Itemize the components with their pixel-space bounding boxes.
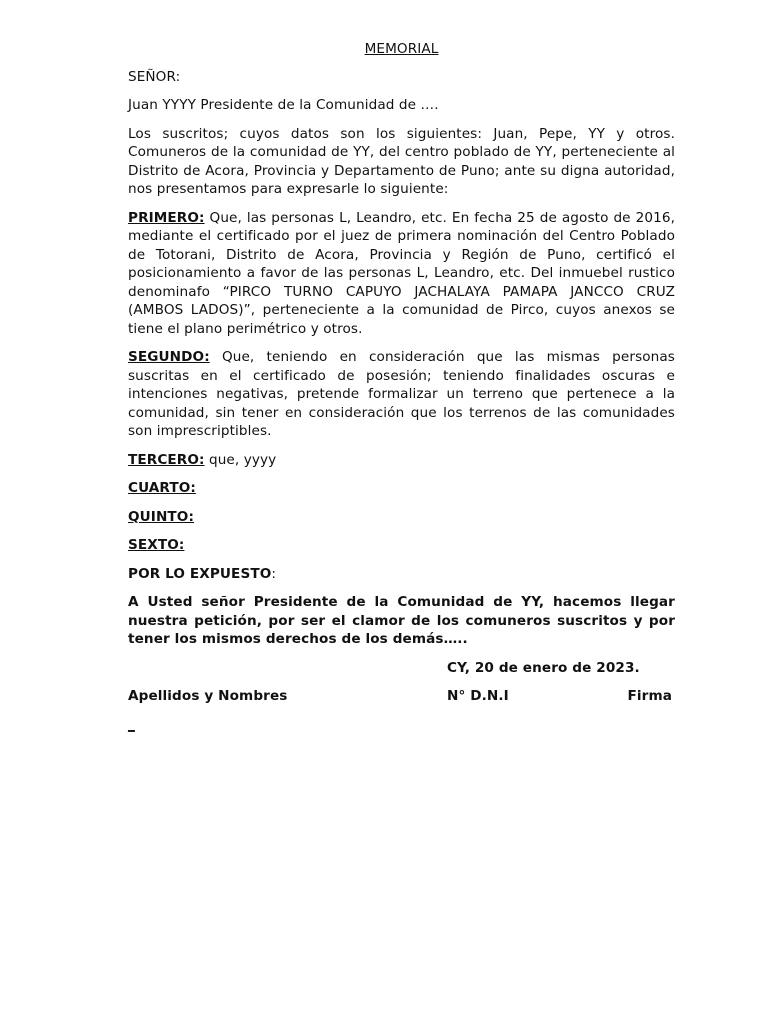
col-firma: Firma xyxy=(627,688,672,704)
section-segundo xyxy=(128,348,675,441)
document-title: MEMORIAL xyxy=(364,41,439,57)
date-line: CY, 20 de enero de 2023. xyxy=(447,659,640,676)
por-lo-expuesto-label: POR LO EXPUESTO xyxy=(128,565,272,582)
section-heading-segundo: SEGUNDO: xyxy=(128,349,210,365)
col-dni: N° D.N.I xyxy=(447,688,509,704)
section-heading-quinto: QUINTO: xyxy=(128,508,194,525)
salutation: SEÑOR: xyxy=(128,68,181,85)
section-heading-sexto: SEXTO: xyxy=(128,537,185,553)
section-sexto xyxy=(128,536,675,555)
section-text-segundo: Que, teniendo en consideración que las mismas personas suscritas en el certificado de posesión; teniendo finalidades oscuras e intenciones negativas, pretende formalizar un terreno que pertenece a la comunidad, sin tener en consideración que los terrenos de las comunidades son imprescriptibles. xyxy=(128,349,675,439)
col-apellidos-nombres: Apellidos y Nombres xyxy=(128,688,288,704)
addressee-line: Juan YYYY Presidente de la Comunidad de …. xyxy=(128,97,439,113)
por-lo-expuesto xyxy=(128,565,675,584)
memorial-document xyxy=(128,40,675,733)
section-text-tercero: que, yyyy xyxy=(204,451,277,468)
section-heading-cuarto: CUARTO: xyxy=(128,480,196,496)
section-heading-tercero: TERCERO: xyxy=(128,451,205,468)
intro-paragraph: Los suscritos; cuyos datos son los siguientes: Juan, Pepe, YY y otros. Comuneros de la comunidad de YY, del centro poblado de YY, perteneciente al Distrito de Acora, Provincia y Departamento de Puno; ante su digna autoridad, nos presentamos para expresarle lo siguiente: xyxy=(128,125,675,197)
section-primero xyxy=(128,209,675,339)
signature-header-row xyxy=(128,687,675,706)
section-cuarto xyxy=(128,479,675,498)
trailing-mark: _ xyxy=(128,717,135,733)
section-quinto xyxy=(128,508,675,527)
section-heading-primero: PRIMERO: xyxy=(128,209,205,226)
section-tercero xyxy=(128,451,675,470)
section-text-primero: Que, las personas L, Leandro, etc. En fecha 25 de agosto de 2016, mediante el certificado por el juez de primera nominación del Centro Poblado de Totorani, Distrito de Acora, Provincia y Región de Puno, certificó el posicionamiento a favor de las personas L, Leandro, etc. Del inmuebel rustico denominafo “PIRCO TURNO CAPUYO JACHALAYA PAMAPA JANCCO CRUZ (AMBOS LADOS)”, perteneciente a la comunidad de Pirco, cuyos anexos se tiene el plano perimétrico y otros. xyxy=(128,209,675,337)
petition-paragraph: A Usted señor Presidente de la Comunidad de YY, hacemos llegar nuestra petición, por ser el clamor de los comuneros suscritos y por tener los mismos derechos de los demás….. xyxy=(128,594,675,647)
por-lo-expuesto-colon: : xyxy=(271,565,277,582)
